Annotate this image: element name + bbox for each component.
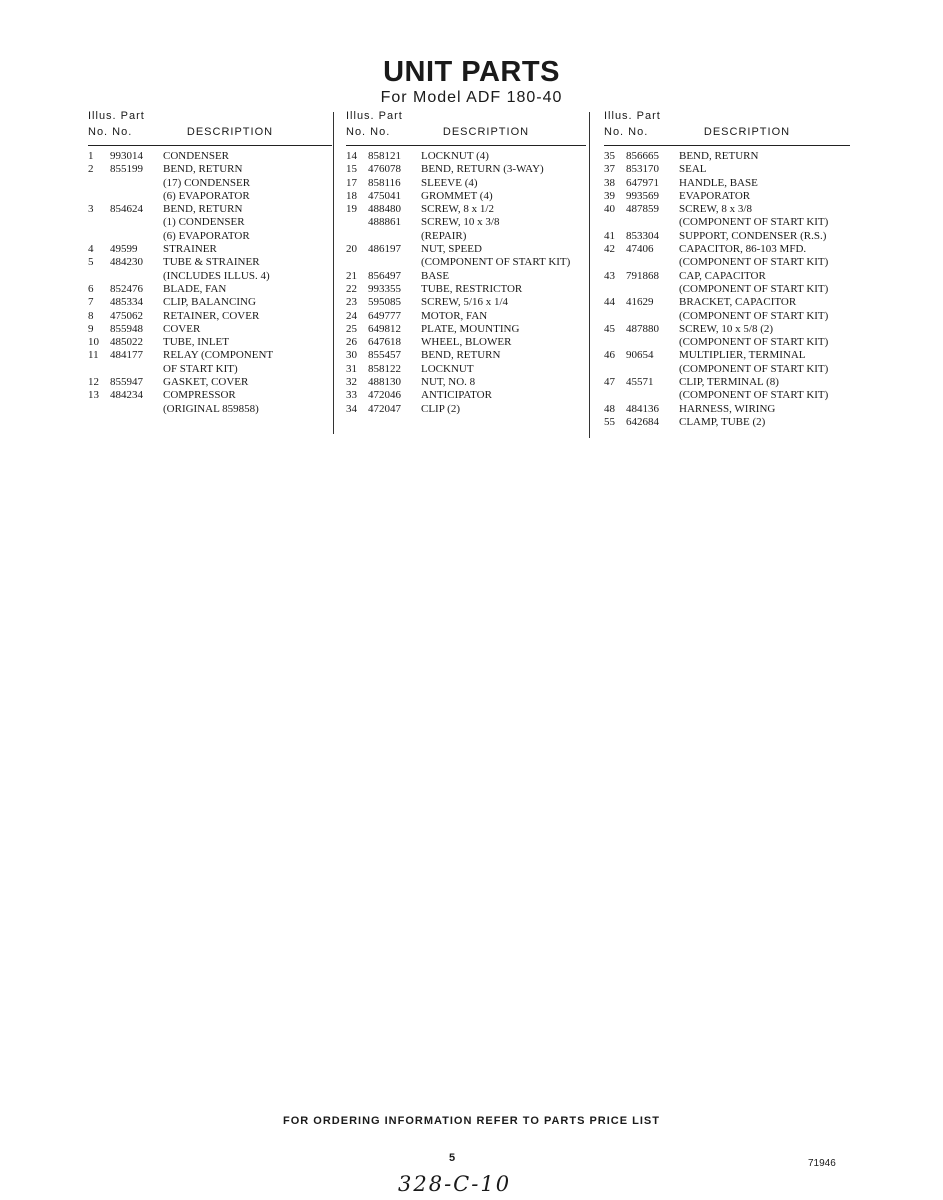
handwritten-code: 328-C-10 — [398, 1172, 512, 1196]
part-description: (COMPONENT OF START KIT) — [679, 256, 829, 269]
header-description: DESCRIPTION — [186, 126, 274, 138]
illus-number: 24 — [346, 309, 357, 322]
illus-number: 9 — [88, 322, 94, 335]
part-description: SEAL — [679, 163, 707, 176]
parts-column-2 — [346, 110, 586, 415]
part-number: 993355 — [368, 282, 401, 295]
illus-number: 33 — [346, 389, 357, 402]
part-number — [626, 363, 679, 376]
part-number: 49599 — [110, 243, 138, 256]
part-description: WHEEL, BLOWER — [421, 336, 512, 349]
part-description: (17) CONDENSER — [163, 176, 251, 189]
parts-row — [604, 177, 850, 190]
illus-number: 43 — [604, 269, 615, 282]
page-number: 5 — [449, 1152, 456, 1164]
illus-number: 10 — [88, 336, 99, 349]
part-number — [626, 336, 679, 349]
part-number — [110, 230, 163, 243]
part-number — [626, 389, 679, 402]
parts-row — [604, 403, 850, 416]
parts-row — [88, 203, 332, 216]
illus-number: 34 — [346, 402, 357, 415]
parts-row — [346, 376, 586, 389]
illus-number: 22 — [346, 282, 357, 295]
parts-row — [604, 323, 850, 336]
illus-number — [604, 256, 626, 269]
part-number: 485022 — [110, 336, 143, 349]
illus-number: 7 — [88, 296, 94, 309]
part-description: OF START KIT) — [163, 362, 238, 375]
illus-number — [88, 216, 110, 229]
illus-number — [346, 230, 368, 243]
parts-row — [604, 216, 850, 229]
parts-row — [604, 389, 850, 402]
part-number: 855948 — [110, 322, 143, 335]
part-description: (COMPONENT OF START KIT) — [421, 256, 571, 269]
part-description: BEND, RETURN — [679, 150, 759, 162]
part-description: LOCKNUT — [421, 362, 474, 375]
header-description: DESCRIPTION — [442, 126, 530, 138]
parts-row — [346, 163, 586, 176]
parts-row — [88, 323, 332, 336]
illus-number: 4 — [88, 243, 94, 256]
illus-number: 8 — [88, 309, 94, 322]
illus-number — [88, 177, 110, 190]
part-description: COVER — [163, 322, 201, 335]
part-description: NUT, SPEED — [421, 243, 482, 256]
parts-row — [88, 389, 332, 402]
part-description: (INCLUDES ILLUS. 4) — [163, 269, 270, 282]
column-divider — [333, 112, 334, 434]
part-number: 488130 — [368, 376, 401, 389]
column-header — [346, 110, 586, 146]
illus-number — [346, 256, 368, 269]
part-description: SCREW, 10 x 3/8 — [421, 216, 500, 229]
parts-row — [604, 163, 850, 176]
illus-number: 39 — [604, 189, 615, 202]
part-description: GASKET, COVER — [163, 376, 249, 389]
header-line-2: No. No. — [88, 126, 133, 138]
parts-row — [604, 203, 850, 216]
part-number: 855947 — [110, 376, 143, 389]
part-description: MOTOR, FAN — [421, 309, 488, 322]
illus-number: 19 — [346, 203, 357, 216]
part-description: NUT, NO. 8 — [421, 376, 476, 389]
parts-row — [346, 203, 586, 216]
part-description: TUBE, INLET — [163, 336, 229, 349]
part-number: 791868 — [626, 269, 659, 282]
parts-row — [604, 243, 850, 256]
header-line-2: No. No. — [346, 126, 391, 138]
illus-number: 38 — [604, 176, 615, 189]
part-description: SCREW, 8 x 1/2 — [421, 203, 494, 216]
part-number: 853170 — [626, 163, 659, 176]
part-description: BLADE, FAN — [163, 282, 227, 295]
parts-row — [88, 363, 332, 376]
illus-number — [88, 230, 110, 243]
column-header — [604, 110, 850, 146]
illus-number: 26 — [346, 336, 357, 349]
parts-row — [346, 177, 586, 190]
illus-number: 2 — [88, 163, 94, 176]
header-line-1: Illus. Part — [604, 110, 661, 122]
part-number — [626, 310, 679, 323]
part-description: SUPPORT, CONDENSER (R.S.) — [679, 229, 827, 242]
part-number: 647971 — [626, 176, 659, 189]
part-description: RETAINER, COVER — [163, 309, 260, 322]
parts-row — [88, 349, 332, 362]
part-description: SCREW, 5/16 x 1/4 — [421, 296, 508, 309]
parts-row — [604, 376, 850, 389]
part-description: EVAPORATOR — [679, 189, 751, 202]
parts-row — [346, 389, 586, 402]
parts-row — [346, 403, 586, 416]
parts-row — [346, 336, 586, 349]
part-number: 484230 — [110, 256, 143, 269]
parts-row — [604, 283, 850, 296]
part-description: COMPRESSOR — [163, 389, 236, 402]
illus-number — [604, 389, 626, 402]
part-number: 41629 — [626, 296, 654, 309]
part-description: HARNESS, WIRING — [679, 402, 776, 415]
part-number: 858121 — [368, 150, 401, 162]
part-description: (ORIGINAL 859858) — [163, 402, 259, 415]
parts-row — [346, 363, 586, 376]
parts-row — [346, 310, 586, 323]
parts-row — [88, 256, 332, 269]
parts-row — [88, 270, 332, 283]
part-number: 486197 — [368, 243, 401, 256]
illus-number: 48 — [604, 402, 615, 415]
parts-row — [88, 283, 332, 296]
part-description: BEND, RETURN (3-WAY) — [421, 163, 544, 176]
part-description: GROMMET (4) — [421, 189, 493, 202]
illus-number: 1 — [88, 150, 94, 162]
part-number: 484234 — [110, 389, 143, 402]
illus-number — [604, 336, 626, 349]
part-description: CLIP, TERMINAL (8) — [679, 376, 779, 389]
parts-row — [88, 310, 332, 323]
column-divider — [589, 112, 590, 438]
part-description: BEND, RETURN — [163, 163, 243, 176]
parts-row — [346, 230, 586, 243]
header-line-1: Illus. Part — [88, 110, 145, 122]
part-description: TUBE, RESTRICTOR — [421, 282, 523, 295]
header-line-1: Illus. Part — [346, 110, 403, 122]
illus-number — [88, 363, 110, 376]
part-description: CLAMP, TUBE (2) — [679, 415, 766, 428]
parts-row — [346, 190, 586, 203]
illus-number — [88, 190, 110, 203]
part-description: (COMPONENT OF START KIT) — [679, 282, 829, 295]
parts-row — [604, 310, 850, 323]
part-number: 487880 — [626, 322, 659, 335]
part-number: 484177 — [110, 349, 143, 362]
part-number — [110, 270, 163, 283]
parts-column-1 — [88, 110, 332, 415]
parts-row — [604, 230, 850, 243]
part-number — [110, 403, 163, 416]
illus-number — [604, 310, 626, 323]
parts-row — [604, 256, 850, 269]
illus-number: 13 — [88, 389, 99, 402]
part-description: (6) EVAPORATOR — [163, 189, 250, 202]
parts-row — [604, 150, 850, 163]
part-number — [626, 216, 679, 229]
parts-row — [88, 376, 332, 389]
illus-number: 15 — [346, 163, 357, 176]
parts-row — [88, 150, 332, 163]
parts-row — [604, 336, 850, 349]
parts-row — [604, 296, 850, 309]
parts-rows — [346, 150, 586, 416]
parts-row — [88, 190, 332, 203]
illus-number: 44 — [604, 296, 615, 309]
part-number: 855457 — [368, 349, 401, 362]
illus-number: 17 — [346, 176, 357, 189]
illus-number — [604, 216, 626, 229]
header-line-2: No. No. — [604, 126, 649, 138]
part-description: SLEEVE (4) — [421, 176, 478, 189]
illus-number — [88, 270, 110, 283]
parts-row — [604, 270, 850, 283]
part-number: 855199 — [110, 163, 143, 176]
parts-row — [346, 296, 586, 309]
part-description: BASE — [421, 269, 450, 282]
parts-row — [346, 150, 586, 163]
part-number — [368, 256, 421, 269]
part-number: 475062 — [110, 309, 143, 322]
part-number — [368, 230, 421, 243]
parts-row — [346, 243, 586, 256]
illus-number: 11 — [88, 349, 99, 362]
part-description: BEND, RETURN — [421, 349, 501, 362]
part-description: (COMPONENT OF START KIT) — [679, 362, 829, 375]
part-number — [626, 256, 679, 269]
illus-number: 3 — [88, 203, 94, 216]
header-description: DESCRIPTION — [703, 126, 791, 138]
illus-number: 14 — [346, 150, 357, 162]
part-number: 853304 — [626, 229, 659, 242]
header-rule — [604, 145, 850, 146]
illus-number: 42 — [604, 243, 615, 256]
header-rule — [88, 145, 332, 146]
illus-number: 25 — [346, 322, 357, 335]
illus-number: 12 — [88, 376, 99, 389]
part-number: 993014 — [110, 150, 143, 162]
illus-number: 6 — [88, 282, 94, 295]
part-number: 856497 — [368, 269, 401, 282]
part-number: 649812 — [368, 322, 401, 335]
illus-number: 41 — [604, 229, 615, 242]
part-description: (COMPONENT OF START KIT) — [679, 336, 829, 349]
part-description: CLIP (2) — [421, 402, 461, 415]
illus-number: 35 — [604, 150, 615, 162]
illus-number — [604, 363, 626, 376]
part-number: 476078 — [368, 163, 401, 176]
parts-row — [88, 336, 332, 349]
part-number: 852476 — [110, 282, 143, 295]
part-description: CONDENSER — [163, 150, 230, 162]
part-number — [110, 190, 163, 203]
illus-number: 45 — [604, 322, 615, 335]
illus-number: 18 — [346, 189, 357, 202]
part-number: 472046 — [368, 389, 401, 402]
part-description: SCREW, 10 x 5/8 (2) — [679, 322, 774, 335]
part-description: (COMPONENT OF START KIT) — [679, 389, 829, 402]
part-number: 484136 — [626, 402, 659, 415]
ordering-footer: FOR ORDERING INFORMATION REFER TO PARTS PRICE LIST — [283, 1115, 660, 1127]
part-number: 858116 — [368, 176, 401, 189]
parts-column-3 — [604, 110, 850, 428]
parts-row — [88, 216, 332, 229]
page-title: UNIT PARTS — [383, 56, 560, 88]
parts-row — [88, 163, 332, 176]
part-description: BRACKET, CAPACITOR — [679, 296, 797, 309]
part-number: 858122 — [368, 362, 401, 375]
parts-row — [88, 243, 332, 256]
part-description: SCREW, 8 x 3/8 — [679, 203, 752, 216]
document-number: 71946 — [808, 1158, 836, 1169]
parts-row — [346, 283, 586, 296]
part-number — [110, 363, 163, 376]
part-number: 854624 — [110, 203, 143, 216]
parts-row — [88, 230, 332, 243]
part-number: 485334 — [110, 296, 143, 309]
illus-number — [346, 216, 368, 229]
part-number — [110, 177, 163, 190]
parts-row — [88, 296, 332, 309]
part-number: 642684 — [626, 415, 659, 428]
part-number: 647618 — [368, 336, 401, 349]
illus-number — [88, 403, 110, 416]
part-description: STRAINER — [163, 243, 217, 256]
part-description: (COMPONENT OF START KIT) — [679, 216, 829, 229]
illus-number: 21 — [346, 269, 357, 282]
parts-row — [346, 270, 586, 283]
part-number: 487859 — [626, 203, 659, 216]
part-number: 856665 — [626, 150, 659, 162]
header-rule — [346, 145, 586, 146]
parts-row — [346, 349, 586, 362]
part-description: HANDLE, BASE — [679, 176, 758, 189]
part-description: CAP, CAPACITOR — [679, 269, 766, 282]
illus-number: 30 — [346, 349, 357, 362]
parts-row — [346, 323, 586, 336]
illus-number: 55 — [604, 415, 615, 428]
model-subtitle: For Model ADF 180-40 — [380, 89, 563, 106]
illus-number: 47 — [604, 376, 615, 389]
part-number: 488480 — [368, 203, 401, 216]
part-description: TUBE & STRAINER — [163, 256, 260, 269]
parts-row — [604, 363, 850, 376]
parts-row — [88, 403, 332, 416]
illus-number — [604, 283, 626, 296]
part-number: 472047 — [368, 402, 401, 415]
part-number: 475041 — [368, 189, 401, 202]
illus-number: 20 — [346, 243, 357, 256]
illus-number: 23 — [346, 296, 357, 309]
part-description: PLATE, MOUNTING — [421, 322, 520, 335]
illus-number: 5 — [88, 256, 94, 269]
part-description: LOCKNUT (4) — [421, 150, 489, 162]
illus-number: 37 — [604, 163, 615, 176]
parts-row — [88, 177, 332, 190]
part-description: RELAY (COMPONENT — [163, 349, 274, 362]
part-number: 47406 — [626, 243, 654, 256]
parts-rows — [88, 150, 332, 416]
illus-number: 31 — [346, 362, 357, 375]
parts-row — [604, 190, 850, 203]
parts-row — [346, 256, 586, 269]
part-description: MULTIPLIER, TERMINAL — [679, 349, 806, 362]
column-header — [88, 110, 332, 146]
part-description: CAPACITOR, 86-103 MFD. — [679, 243, 807, 256]
part-number: 45571 — [626, 376, 654, 389]
parts-row — [604, 349, 850, 362]
part-description: (6) EVAPORATOR — [163, 229, 250, 242]
part-description: (1) CONDENSER — [163, 216, 245, 229]
part-number — [626, 283, 679, 296]
part-number: 649777 — [368, 309, 401, 322]
part-number: 488861 — [368, 216, 401, 229]
part-number: 993569 — [626, 189, 659, 202]
parts-row — [604, 416, 850, 429]
part-description: BEND, RETURN — [163, 203, 243, 216]
part-description: (REPAIR) — [421, 229, 467, 242]
part-description: (COMPONENT OF START KIT) — [679, 309, 829, 322]
illus-number: 46 — [604, 349, 615, 362]
illus-number: 32 — [346, 376, 357, 389]
parts-rows — [604, 150, 850, 429]
illus-number: 40 — [604, 203, 615, 216]
parts-row — [346, 216, 586, 229]
part-number — [110, 216, 163, 229]
part-number: 595085 — [368, 296, 401, 309]
part-description: CLIP, BALANCING — [163, 296, 256, 309]
part-number: 90654 — [626, 349, 654, 362]
part-description: ANTICIPATOR — [421, 389, 492, 402]
